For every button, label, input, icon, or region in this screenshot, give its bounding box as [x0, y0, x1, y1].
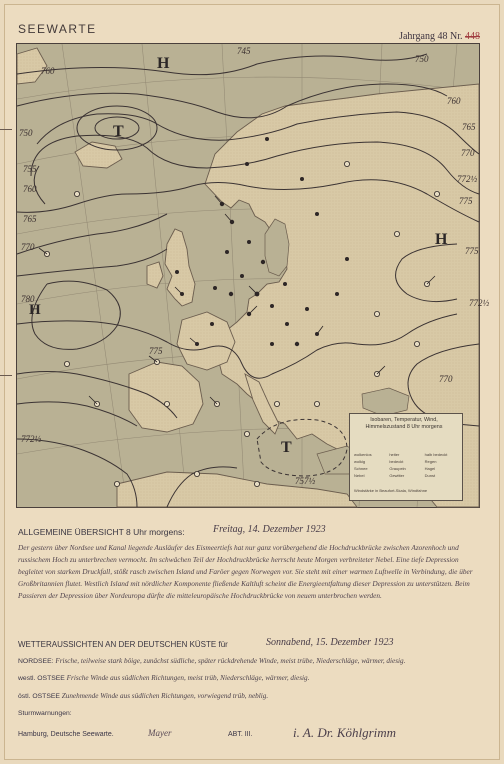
- forecast-date: Sonnabend, 15. Dezember 1923: [266, 637, 394, 648]
- high-pressure-label: H: [435, 231, 448, 248]
- overview-heading: ALLGEMEINE ÜBERSICHT 8 Uhr morgens:: [18, 527, 185, 537]
- pressure-label: 770: [439, 374, 453, 384]
- legend-item: wolkig: [354, 459, 366, 464]
- pressure-label: 775: [459, 196, 473, 206]
- forecast-region: [18, 691, 478, 702]
- legend-item: heiter: [389, 452, 400, 457]
- pressure-label: 760: [41, 66, 55, 76]
- forecast-region: [18, 673, 478, 684]
- high-pressure-label: H: [157, 55, 170, 72]
- legend-item: Dunst: [424, 473, 436, 478]
- legend-title: Isobaren, Temperatur, Wind, Himmelszustand 8 Uhr morgens: [365, 417, 443, 430]
- region-name: östl. OSTSEE: [18, 693, 60, 700]
- legend-footer: Windstärke in Beaufort-Skala, Windfahne: [354, 488, 428, 493]
- region-text: Frische, teilweise stark böige, zunächst südliche, später rückdrehende Winde, meist trübe, Niederschläge, wärmer, diesig.: [55, 657, 406, 665]
- legend-item: Nebel: [354, 473, 365, 478]
- edge-mark: [0, 375, 12, 376]
- pressure-label: 775: [149, 346, 163, 356]
- low-pressure-label: T: [281, 439, 292, 456]
- legend-item: Schnee: [354, 466, 368, 471]
- pressure-label: 775: [465, 246, 479, 256]
- issue-info: [399, 31, 480, 42]
- forecast-heading: WETTERAUSSICHTEN AN DER DEUTSCHEN KÜSTE für: [18, 640, 228, 649]
- legend-item: Hagel: [424, 466, 436, 471]
- pressure-label: 772½: [21, 434, 42, 444]
- agency-title: SEEWARTE: [18, 22, 97, 36]
- region-text: Frische Winde aus südlichen Richtungen, meist trüb, Niederschläge, wärmer, diesig.: [66, 674, 310, 682]
- issuer: Hamburg, Deutsche Seewarte.: [18, 731, 114, 738]
- region-name: NORDSEE:: [18, 658, 54, 665]
- overview-text: Der gestern über Nordsee und Kanal liegende Ausläufer des Eismeertiefs hat nur ganz vorübergehend die Hochdruckbrücke zwischen Azorenhoch und russischem Hoch zu unterbrechen vermocht. Im schwächen Teil der Hochdruckbrücke herrscht heute Morgen verbreiteter Nebel. Eine tiefe Depression begleitet von starkem Druckfall, stößt rasch zwischen Island und Faröer gegen Norwegen vor. Sie steht mit einer warmen Luftwelle in Verbindung, die über Großbritannien flutet. Westlich Island mit nördlicher Komponente fließende Kaltluft scheint die Energieentfaltung dieser Depression zu unterstützen. Beim Passieren der Depression über Nordeuropa dürfte die mitteleuropäische Hochdruckbrücke von neuem unterbrochen werden.: [18, 543, 473, 600]
- edge-mark: [0, 129, 12, 130]
- overview-date: Freitag, 14. Dezember 1923: [213, 524, 326, 535]
- pressure-label: 760: [447, 96, 461, 106]
- forecast-region: [18, 708, 478, 719]
- legend-item: Regen: [424, 459, 437, 464]
- legend-item: halb bedeckt: [424, 452, 448, 457]
- pressure-label: 765: [462, 122, 476, 132]
- pressure-label: 745: [237, 46, 251, 56]
- number-label: Nr.: [450, 31, 463, 42]
- legend-item: wolkenlos: [354, 452, 372, 457]
- high-pressure-label: H: [29, 302, 41, 318]
- legend-item: bedeckt: [389, 459, 404, 464]
- pressure-label: 772½: [469, 298, 490, 308]
- pressure-label: 770: [461, 148, 475, 158]
- pressure-label: 770: [21, 242, 35, 252]
- pressure-label: 750: [415, 54, 429, 64]
- legend-item: Gewitter: [389, 473, 405, 478]
- region-text: Zunehmende Winde aus südlichen Richtungen, vorwiegend trüb, neblig.: [61, 692, 269, 700]
- year-label: Jahrgang: [399, 31, 435, 42]
- legend-item: Graupeln: [389, 466, 406, 471]
- pressure-label: 772½: [457, 174, 478, 184]
- number-value: 448: [465, 31, 480, 42]
- pressure-label: 760: [23, 184, 37, 194]
- signature: i. A. Dr. Köhlgrimm: [293, 725, 397, 740]
- pressure-label: 755: [23, 164, 37, 174]
- year-value: 48: [437, 31, 448, 42]
- low-pressure-label: T: [113, 123, 124, 140]
- pressure-label: 780: [21, 294, 35, 304]
- region-name: westl. OSTSEE: [18, 675, 65, 682]
- forecast-region: [18, 656, 478, 667]
- pressure-label: 757½: [295, 476, 316, 486]
- region-name: Sturmwarnungen:: [18, 710, 72, 717]
- legend-items: [354, 452, 456, 479]
- pressure-label: 765: [23, 214, 37, 224]
- pressure-label: 750: [19, 128, 33, 138]
- handwritten-initials: Mayer: [148, 728, 172, 738]
- department: ABT. III.: [228, 731, 253, 738]
